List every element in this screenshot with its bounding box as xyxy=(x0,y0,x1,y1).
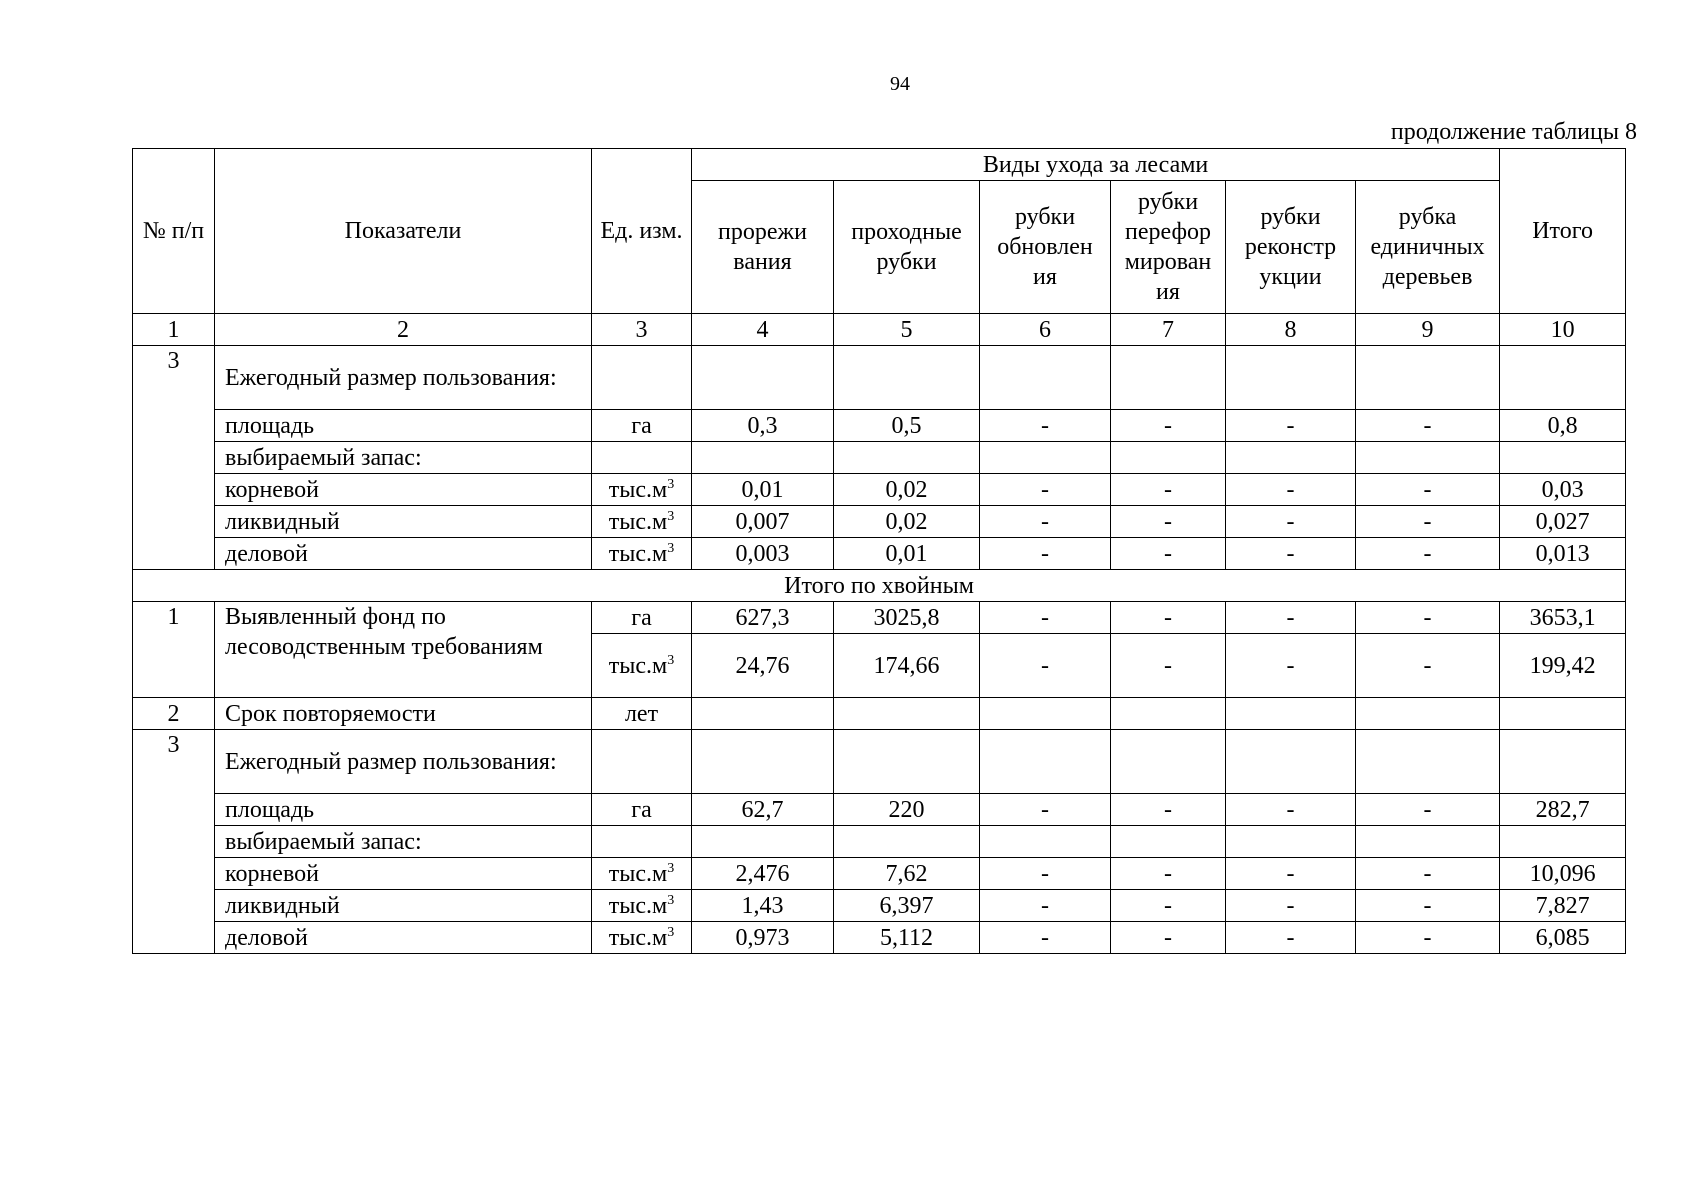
cell: - xyxy=(1111,922,1226,954)
cell: 5,112 xyxy=(834,922,980,954)
table-row xyxy=(133,922,1626,954)
row-label: деловой xyxy=(215,922,592,954)
header-col-passing-cuts: проходные рубки xyxy=(834,181,980,314)
cell: 0,02 xyxy=(834,506,980,538)
header-col-renewal-cuts: рубки обновлен ия xyxy=(980,181,1111,314)
column-numbers-row xyxy=(133,314,1626,346)
colnum-3: 3 xyxy=(592,314,692,346)
cell: 0,007 xyxy=(692,506,834,538)
cell: - xyxy=(1356,538,1500,570)
cell: 0,01 xyxy=(692,474,834,506)
table-row xyxy=(133,602,1626,634)
cell: - xyxy=(980,410,1111,442)
table-row xyxy=(133,730,1626,794)
cell-total: 199,42 xyxy=(1500,634,1626,698)
table-row xyxy=(133,346,1626,410)
row-num: 3 xyxy=(133,730,215,954)
table-row xyxy=(133,794,1626,826)
page-number: 94 xyxy=(890,73,910,95)
cell-total: 10,096 xyxy=(1500,858,1626,890)
cell: - xyxy=(1356,474,1500,506)
row-unit: $тыс.м^3$ xyxy=(592,474,692,506)
cell: - xyxy=(1226,858,1356,890)
cell: - xyxy=(1226,538,1356,570)
row-label: ликвидный xyxy=(215,506,592,538)
cell: 0,3 xyxy=(692,410,834,442)
cell: - xyxy=(1356,794,1500,826)
cell: - xyxy=(1111,506,1226,538)
cell: - xyxy=(1111,410,1226,442)
row-unit: га xyxy=(592,794,692,826)
cell: - xyxy=(980,506,1111,538)
cell: - xyxy=(1226,410,1356,442)
table-row xyxy=(133,890,1626,922)
row-num: 2 xyxy=(133,698,215,730)
cell: - xyxy=(1356,506,1500,538)
cell: - xyxy=(1226,634,1356,698)
cell: 0,02 xyxy=(834,474,980,506)
row-label: Ежегодный размер пользования: xyxy=(215,346,592,410)
cell: - xyxy=(980,634,1111,698)
cell: - xyxy=(1111,890,1226,922)
cell: - xyxy=(980,474,1111,506)
cell-total: 0,8 xyxy=(1500,410,1626,442)
header-num: № п/п xyxy=(133,149,215,314)
cell: 0,01 xyxy=(834,538,980,570)
row-label: Срок повторяемости xyxy=(215,698,592,730)
row-unit: $тыс.м^3$ xyxy=(592,890,692,922)
cell: 1,43 xyxy=(692,890,834,922)
cell-total: 0,03 xyxy=(1500,474,1626,506)
colnum-4: 4 xyxy=(692,314,834,346)
cell: - xyxy=(1111,634,1226,698)
cell: - xyxy=(1356,410,1500,442)
cell: 6,397 xyxy=(834,890,980,922)
cell: - xyxy=(980,858,1111,890)
table-row xyxy=(133,826,1626,858)
row-label: площадь xyxy=(215,794,592,826)
table-row xyxy=(133,474,1626,506)
row-unit: $тыс.м^3$ xyxy=(592,538,692,570)
table-row xyxy=(133,410,1626,442)
cell: - xyxy=(1356,890,1500,922)
cell: - xyxy=(980,794,1111,826)
section-title-row xyxy=(133,570,1626,602)
row-label: Ежегодный размер пользования: xyxy=(215,730,592,794)
cell: - xyxy=(1356,602,1500,634)
cell: - xyxy=(1111,474,1226,506)
cell: 3025,8 xyxy=(834,602,980,634)
forest-care-table xyxy=(132,148,1626,954)
cell: 627,3 xyxy=(692,602,834,634)
cell: 0,973 xyxy=(692,922,834,954)
header-row xyxy=(133,149,1626,181)
cell: 24,76 xyxy=(692,634,834,698)
row-label: Выявленный фонд по лесоводственным требованиям xyxy=(215,602,592,698)
row-label: выбираемый запас: xyxy=(215,442,592,474)
section-title: Итого по хвойным xyxy=(133,570,1626,602)
table-row xyxy=(133,858,1626,890)
cell: - xyxy=(1226,506,1356,538)
colnum-10: 10 xyxy=(1500,314,1626,346)
row-label: корневой xyxy=(215,474,592,506)
cell: 2,476 xyxy=(692,858,834,890)
row-unit: $тыс.м^3$ xyxy=(592,506,692,538)
header-col-single-tree-cut: рубка единичных деревьев xyxy=(1356,181,1500,314)
cell: - xyxy=(1111,538,1226,570)
cell: - xyxy=(1111,602,1226,634)
colnum-7: 7 xyxy=(1111,314,1226,346)
cell-total: 0,013 xyxy=(1500,538,1626,570)
cell-total: 6,085 xyxy=(1500,922,1626,954)
cell: - xyxy=(1226,922,1356,954)
row-label: площадь xyxy=(215,410,592,442)
header-col-reconstruction-cuts: рубки реконстр укции xyxy=(1226,181,1356,314)
row-label: деловой xyxy=(215,538,592,570)
cell: - xyxy=(1356,858,1500,890)
cell: 220 xyxy=(834,794,980,826)
cell-total: 0,027 xyxy=(1500,506,1626,538)
colnum-2: 2 xyxy=(215,314,592,346)
cell: 174,66 xyxy=(834,634,980,698)
header-col-reformation-cuts: рубки перефор мирован ия xyxy=(1111,181,1226,314)
cell: 62,7 xyxy=(692,794,834,826)
cell: - xyxy=(980,922,1111,954)
header-unit: Ед. изм. xyxy=(592,149,692,314)
cell: - xyxy=(1226,890,1356,922)
cell: - xyxy=(980,890,1111,922)
cell: 0,5 xyxy=(834,410,980,442)
row-num: 3 xyxy=(133,346,215,570)
row-label: корневой xyxy=(215,858,592,890)
row-unit: га xyxy=(592,410,692,442)
cell-total: 282,7 xyxy=(1500,794,1626,826)
colnum-1: 1 xyxy=(133,314,215,346)
cell: - xyxy=(1226,602,1356,634)
table-row xyxy=(133,506,1626,538)
cell-total: 7,827 xyxy=(1500,890,1626,922)
header-total: Итого xyxy=(1500,149,1626,314)
cell: - xyxy=(1111,858,1226,890)
row-unit: $тыс.м^3$ xyxy=(592,634,692,698)
header-group: Виды ухода за лесами xyxy=(692,149,1500,181)
cell: - xyxy=(980,538,1111,570)
cell: - xyxy=(1356,922,1500,954)
row-label: выбираемый запас: xyxy=(215,826,592,858)
row-unit: га xyxy=(592,602,692,634)
colnum-9: 9 xyxy=(1356,314,1500,346)
row-label: ликвидный xyxy=(215,890,592,922)
header-indicators: Показатели xyxy=(215,149,592,314)
cell: - xyxy=(980,602,1111,634)
colnum-8: 8 xyxy=(1226,314,1356,346)
cell: - xyxy=(1226,794,1356,826)
cell: - xyxy=(1356,634,1500,698)
table-row xyxy=(133,538,1626,570)
row-num: 1 xyxy=(133,602,215,698)
row-unit: $тыс.м^3$ xyxy=(592,858,692,890)
cell: 0,003 xyxy=(692,538,834,570)
cell: - xyxy=(1111,794,1226,826)
colnum-6: 6 xyxy=(980,314,1111,346)
header-col-thinning: прорежи вания xyxy=(692,181,834,314)
cell: - xyxy=(1226,474,1356,506)
table-row xyxy=(133,698,1626,730)
row-unit: $тыс.м^3$ xyxy=(592,922,692,954)
colnum-5: 5 xyxy=(834,314,980,346)
row-unit: лет xyxy=(592,698,692,730)
table-continuation-label: продолжение таблицы 8 xyxy=(1390,119,1637,145)
table-row xyxy=(133,442,1626,474)
cell: 7,62 xyxy=(834,858,980,890)
cell-total: 3653,1 xyxy=(1500,602,1626,634)
